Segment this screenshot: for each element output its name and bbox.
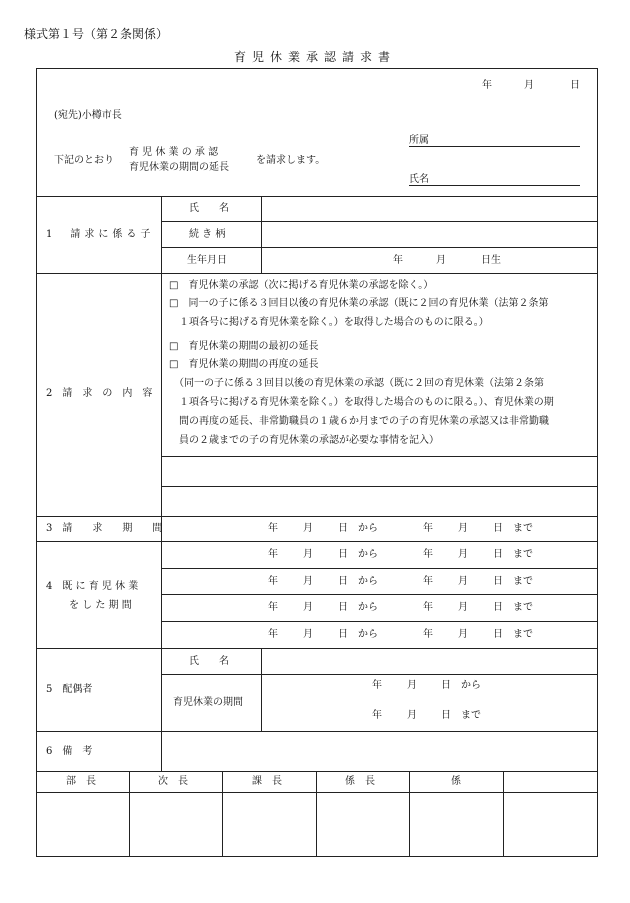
period-from: から <box>358 549 378 560</box>
applicant-name-label: 氏名 <box>409 174 429 185</box>
form-number-label: 様式第１号（第２条関係） <box>24 27 169 41</box>
divider <box>161 221 598 222</box>
section6-label: 6 備 考 <box>46 746 93 757</box>
period-to: まで <box>513 549 533 560</box>
period-to: まで <box>513 576 533 587</box>
child-relation-label: 続 き 柄 <box>189 229 226 240</box>
approval-deputy-director: 次 長 <box>158 776 188 787</box>
period-m: 月 <box>303 549 313 560</box>
divider <box>36 771 598 772</box>
spouse-name-label: 氏 名 <box>189 656 229 667</box>
divider <box>36 648 598 649</box>
approval-section-chief: 課 長 <box>252 776 282 787</box>
period-to: まで <box>513 602 533 613</box>
period-d: 日 <box>441 710 451 721</box>
period-d: 日 <box>493 629 503 640</box>
divider <box>161 486 598 487</box>
period-y: 年 <box>268 629 278 640</box>
period-from: から <box>358 523 378 534</box>
period-from: から <box>358 602 378 613</box>
approval-director: 部 長 <box>66 776 96 787</box>
child-name-label: 氏 名 <box>189 203 229 214</box>
period-m: 月 <box>303 602 313 613</box>
period-d: 日 <box>493 549 503 560</box>
period-y: 年 <box>372 710 382 721</box>
period-m: 月 <box>458 602 468 613</box>
period-d: 日 <box>338 602 348 613</box>
request-item: □ 同一の子に係る３回目以後の育児休業の承認（既に２回の育児休業（法第２条第 <box>169 298 549 309</box>
period-y: 年 <box>423 629 433 640</box>
request-item: 員の２歳までの子の育児休業の承認が必要な事情を記入） <box>169 435 439 446</box>
request-item: （同一の子に係る３回目以後の育児休業の承認（既に２回の育児休業（法第２条第 <box>169 378 544 389</box>
request-item: 間の再度の延長、非常勤職員の１歳６か月までの子の育児休業の承認又は非常勤職 <box>169 416 549 427</box>
period-d: 日 <box>338 576 348 587</box>
period-to: まで <box>513 629 533 640</box>
period-y: 年 <box>268 523 278 534</box>
stamp-box <box>130 793 222 856</box>
request-option-approval: 育 児 休 業 の 承 認 <box>129 147 219 158</box>
child-birthdate-label: 生年月日 <box>187 255 227 266</box>
approval-staff: 係 <box>451 776 461 787</box>
affiliation-label: 所属 <box>409 135 429 146</box>
period-y: 年 <box>268 549 278 560</box>
period-to: まで <box>513 523 533 534</box>
period-m: 月 <box>458 576 468 587</box>
period-m: 月 <box>303 629 313 640</box>
period-m: 月 <box>407 680 417 691</box>
section3-label: 3 請 求 期 間 <box>46 523 163 534</box>
stamp-box <box>317 793 409 856</box>
divider <box>36 516 598 517</box>
addressee: (宛先)小樽市長 <box>54 110 122 121</box>
document-title: 育児休業承認請求書 <box>233 50 396 64</box>
period-d: 日 <box>493 576 503 587</box>
request-suffix: を請求します。 <box>256 155 326 166</box>
affiliation-line <box>409 146 580 147</box>
period-from: から <box>461 680 481 691</box>
form-frame <box>36 68 598 857</box>
period-y: 年 <box>423 576 433 587</box>
divider <box>36 541 598 542</box>
date-month: 月 <box>524 80 534 91</box>
period-m: 月 <box>458 523 468 534</box>
request-item: １項各号に掲げる育児休業を除く。）を取得した場合のものに限る。） <box>169 317 489 328</box>
section5-sub-border <box>261 648 262 731</box>
stamp-box <box>410 793 503 856</box>
period-m: 月 <box>303 576 313 587</box>
spouse-leave-period-label: 育児休業の期間 <box>173 697 243 708</box>
divider <box>36 273 598 274</box>
divider <box>161 621 598 622</box>
period-y: 年 <box>268 576 278 587</box>
period-to: まで <box>461 710 481 721</box>
period-m: 月 <box>407 710 417 721</box>
divider <box>161 568 598 569</box>
stamp-box <box>223 793 316 856</box>
section1-sub-border <box>261 196 262 273</box>
divider <box>36 731 598 732</box>
request-item: □ 育児休業の承認（次に掲げる育児休業の承認を除く。） <box>169 280 434 291</box>
period-d: 日 <box>493 523 503 534</box>
period-y: 年 <box>423 523 433 534</box>
period-y: 年 <box>423 602 433 613</box>
birth-month: 月 <box>436 255 446 266</box>
period-y: 年 <box>268 602 278 613</box>
approval-subsection-chief: 係 長 <box>345 776 375 787</box>
period-d: 日 <box>493 602 503 613</box>
period-m: 月 <box>303 523 313 534</box>
section5-label: 5 配偶者 <box>46 684 93 695</box>
divider <box>161 456 598 457</box>
request-option-extension: 育児休業の期間の延長 <box>129 162 229 173</box>
period-d: 日 <box>338 549 348 560</box>
divider <box>161 594 598 595</box>
stamp-box <box>504 793 597 856</box>
birth-day: 日生 <box>481 255 501 266</box>
applicant-name-line <box>409 185 580 186</box>
period-d: 日 <box>338 629 348 640</box>
date-year: 年 <box>482 80 492 91</box>
section4-label-2: を し た 期 間 <box>69 600 132 611</box>
request-item: １項各号に掲げる育児休業を除く。）を取得した場合のものに限る。）、育児休業の期 <box>169 397 554 408</box>
label-column-border <box>161 196 162 771</box>
birth-year: 年 <box>393 255 403 266</box>
section2-label: 2 請 求 の 内 容 <box>46 388 153 399</box>
period-m: 月 <box>458 629 468 640</box>
period-y: 年 <box>423 549 433 560</box>
request-item: □ 育児休業の期間の最初の延長 <box>169 341 319 352</box>
period-y: 年 <box>372 680 382 691</box>
section1-label: 1 請求に係る子 <box>46 229 155 240</box>
request-item: □ 育児休業の期間の再度の延長 <box>169 359 319 370</box>
period-d: 日 <box>441 680 451 691</box>
section4-label: 4 既 に 育 児 休 業 <box>46 581 139 592</box>
period-d: 日 <box>338 523 348 534</box>
divider <box>161 674 598 675</box>
period-from: から <box>358 629 378 640</box>
divider <box>161 247 598 248</box>
request-prefix: 下記のとおり <box>54 155 114 166</box>
date-day: 日 <box>570 80 580 91</box>
stamp-box <box>37 793 129 856</box>
period-from: から <box>358 576 378 587</box>
divider <box>36 196 598 197</box>
period-m: 月 <box>458 549 468 560</box>
